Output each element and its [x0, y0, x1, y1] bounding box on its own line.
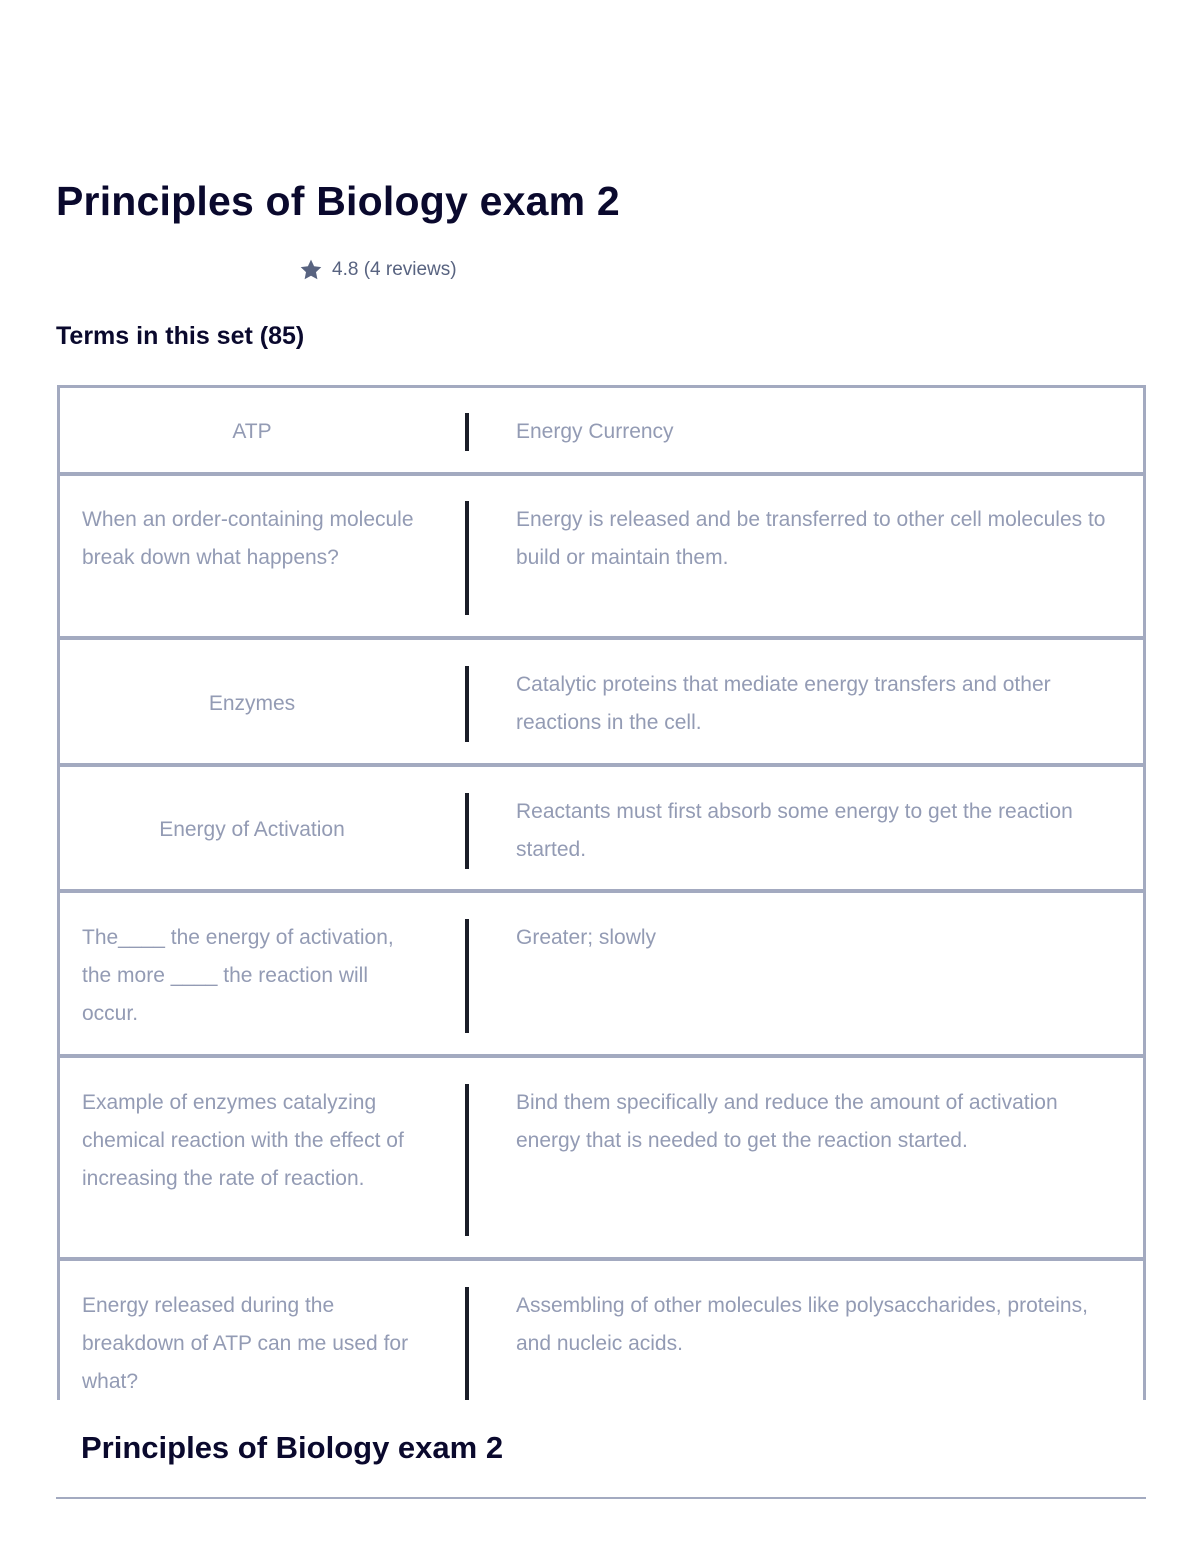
card-divider [465, 793, 469, 869]
term-card[interactable] [57, 1258, 1146, 1400]
card-divider [465, 666, 469, 742]
footer-title: Principles of Biology exam 2 [81, 1430, 504, 1465]
page-title: Principles of Biology exam 2 [56, 178, 620, 224]
terms-table [57, 385, 1146, 1400]
term-card[interactable] [57, 764, 1146, 892]
card-term: Example of enzymes catalyzing chemical reaction with the effect of increasing the rate of reaction. [82, 1091, 404, 1190]
rating-text: 4.8 (4 reviews) [332, 259, 457, 280]
star-icon [299, 258, 323, 282]
card-definition: Greater; slowly [516, 926, 657, 949]
term-card[interactable] [57, 473, 1146, 639]
card-divider [465, 919, 469, 1033]
card-term: Energy released during the breakdown of ATP can me used for what? [82, 1294, 409, 1393]
card-definition: Energy is released and be transferred to other cell molecules to build or maintain them. [516, 508, 1106, 569]
card-term: The____ the energy of activation, the more ____ the reaction will occur. [82, 926, 394, 1025]
card-definition: Energy Currency [516, 420, 674, 443]
card-definition: Reactants must first absorb some energy to get the reaction started. [516, 800, 1073, 861]
card-definition: Bind them specifically and reduce the amount of activation energy that is needed to get the reaction started. [516, 1091, 1058, 1152]
terms-heading: Terms in this set (85) [56, 322, 305, 350]
card-term: ATP [232, 420, 272, 443]
card-term: Energy of Activation [159, 818, 345, 841]
card-definition: Catalytic proteins that mediate energy transfers and other reactions in the cell. [516, 673, 1051, 734]
term-card[interactable] [57, 385, 1146, 475]
term-card[interactable] [57, 890, 1146, 1057]
card-definition: Assembling of other molecules like polysaccharides, proteins, and nucleic acids. [516, 1294, 1088, 1355]
card-divider [465, 1084, 469, 1236]
rating[interactable] [299, 256, 457, 284]
card-term: When an order-containing molecule break down what happens? [82, 508, 414, 569]
card-term: Enzymes [208, 692, 296, 715]
term-card[interactable] [57, 637, 1146, 766]
term-card[interactable] [57, 1055, 1146, 1260]
card-divider [465, 501, 469, 615]
footer-divider [56, 1497, 1146, 1499]
card-divider [465, 413, 469, 451]
card-divider [465, 1287, 469, 1400]
